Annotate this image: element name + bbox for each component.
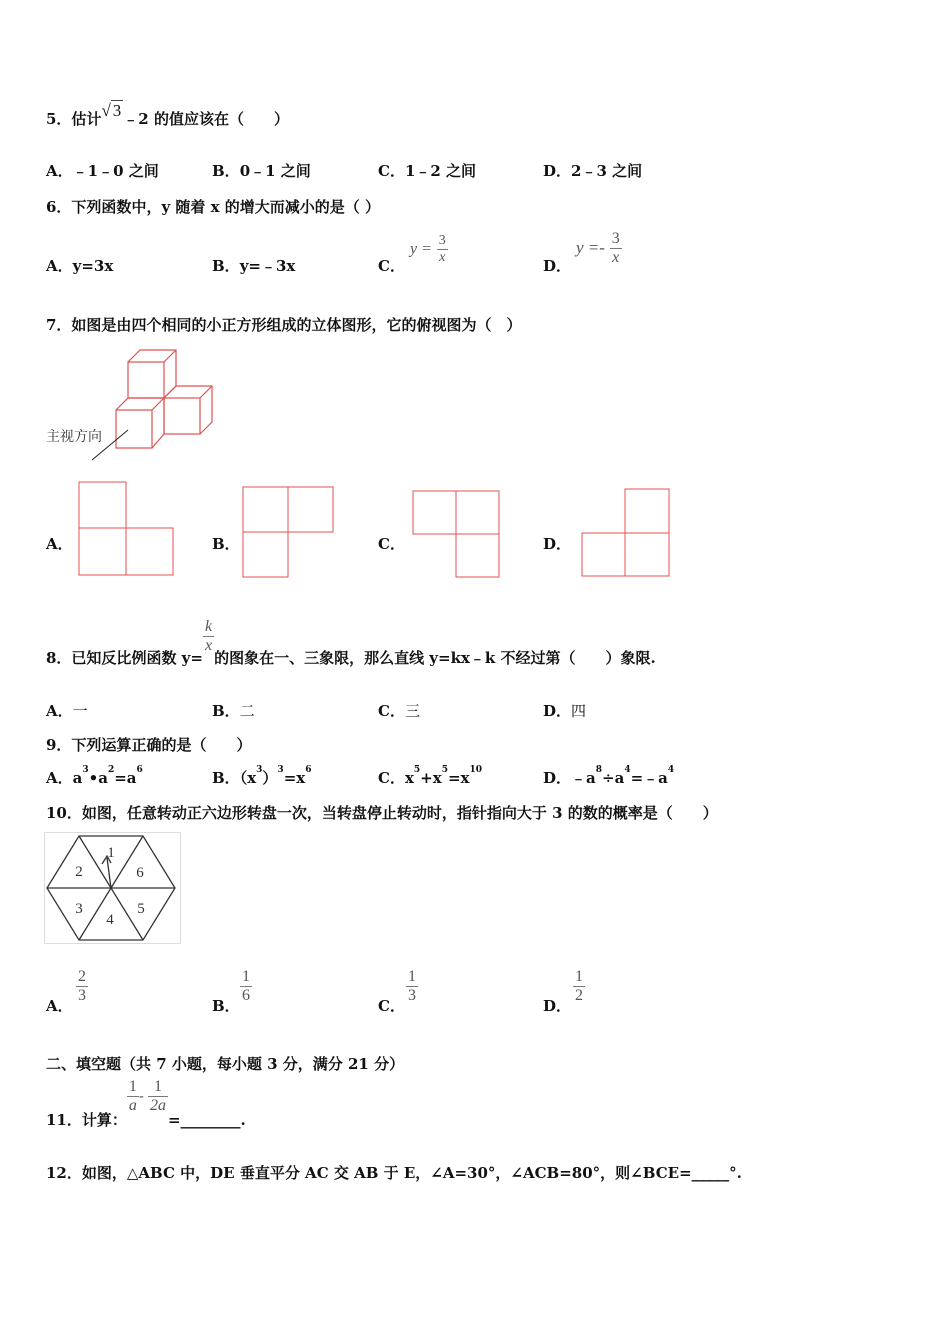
q10-option-c-label: C． [378, 997, 405, 1015]
q7-option-b: B． [212, 535, 240, 553]
q6-option-c-formula: y = $\frac{3}{x}$ [410, 233, 446, 266]
q7-option-c: C． [378, 535, 405, 553]
q7-option-d-figure [581, 488, 673, 580]
q6-option-d-label: D． [543, 257, 572, 275]
q10-option-b-fraction: $\frac{1}{6}$ [242, 968, 250, 1005]
q6-option-b: B．y=﹣3x [212, 257, 296, 275]
q8-stem: 8．已知反比例函数 y= $\frac{k}{x}$ 的图象在一、三象限，那么直线 y=kx﹣k 不经过第（ ）象限. [46, 618, 656, 667]
spinner-number-1: 1 [107, 845, 115, 861]
q6-option-d-formula: y =- $\frac{3}{x}$ [576, 230, 620, 267]
q6-option-a: A．y=3x [46, 257, 114, 275]
q5-option-d: D．2﹣3 之间 [543, 162, 643, 180]
q5-pre: 5．估计 [46, 110, 102, 128]
q6-option-c-label: C． [378, 257, 405, 275]
spinner-number-5: 5 [137, 901, 145, 917]
q10-option-d-fraction: $\frac{1}{2}$ [575, 968, 583, 1005]
q12-stem: 12．如图，△ABC 中，DE 垂直平分 AC 交 AB 于 E，∠A=30°，∠ACB=80°，则∠BCE=_____°. [46, 1164, 742, 1182]
q10-option-c-fraction: $\frac{1}{3}$ [408, 968, 416, 1005]
spinner-number-3: 3 [75, 901, 83, 917]
sqrt-expression: √ 3 [101, 101, 122, 120]
q7-cube-figure [40, 340, 240, 470]
q7-option-c-figure [412, 490, 504, 582]
q11-stem: 11．计算： $\frac{1}{a}$ - $\frac{1}{2a}$ =________. [46, 1078, 246, 1129]
q8-option-a: A．一 [46, 702, 88, 720]
section-2-title: 二、填空题（共 7 小题，每小题 3 分，满分 21 分） [46, 1055, 405, 1073]
q8-option-d: D．四 [543, 702, 587, 720]
q5-option-a: A．﹣1﹣0 之间 [46, 162, 159, 180]
spinner-number-2: 2 [75, 864, 83, 880]
q7-option-d: D． [543, 535, 572, 553]
q5-stem [46, 101, 289, 129]
hexagon-spinner [44, 832, 182, 944]
q7-stem: 7．如图是由四个相同的小正方形组成的立体图形，它的俯视图为（ ） [46, 316, 522, 334]
spinner-number-6: 6 [136, 865, 144, 881]
q9-option-c: C．$x^5+x^5=x^{10}$ [378, 765, 482, 787]
view-direction-label: 主视方向 [46, 429, 102, 445]
q5-option-b: B．0﹣1 之间 [212, 162, 311, 180]
q10-option-d-label: D． [543, 997, 572, 1015]
q9-option-d: D．$﹣a^8\div a^4=﹣a^4$ [543, 765, 675, 787]
q7-option-b-figure [242, 486, 338, 580]
q5-post: ﹣2 的值应该在（ ） [123, 110, 289, 128]
q10-stem: 10．如图，任意转动正六边形转盘一次，当转盘停止转动时，指针指向大于 3 的数的概率是（ ） [46, 804, 718, 822]
q5-radicand: 3 [112, 101, 122, 120]
q7-option-a: A． [46, 535, 73, 553]
q8-option-b: B．二 [212, 702, 255, 720]
q7-option-a-figure [78, 481, 178, 579]
q10-option-a-fraction: $\frac{2}{3}$ [78, 968, 86, 1005]
q6-stem: 6．下列函数中，y 随着 x 的增大而减小的是（ ） [46, 198, 380, 216]
q10-option-a-label: A． [46, 997, 73, 1015]
q9-option-b: B．$(x^3)^3=x^6$ [212, 765, 312, 787]
q10-option-b-label: B． [212, 997, 240, 1015]
q5-option-c: C．1﹣2 之间 [378, 162, 477, 180]
q9-stem: 9．下列运算正确的是（ ） [46, 736, 252, 754]
spinner-number-4: 4 [106, 912, 114, 928]
q8-option-c: C．三 [378, 702, 420, 720]
q9-option-a: A．$a^3•a^2=a^6$ [46, 765, 143, 787]
